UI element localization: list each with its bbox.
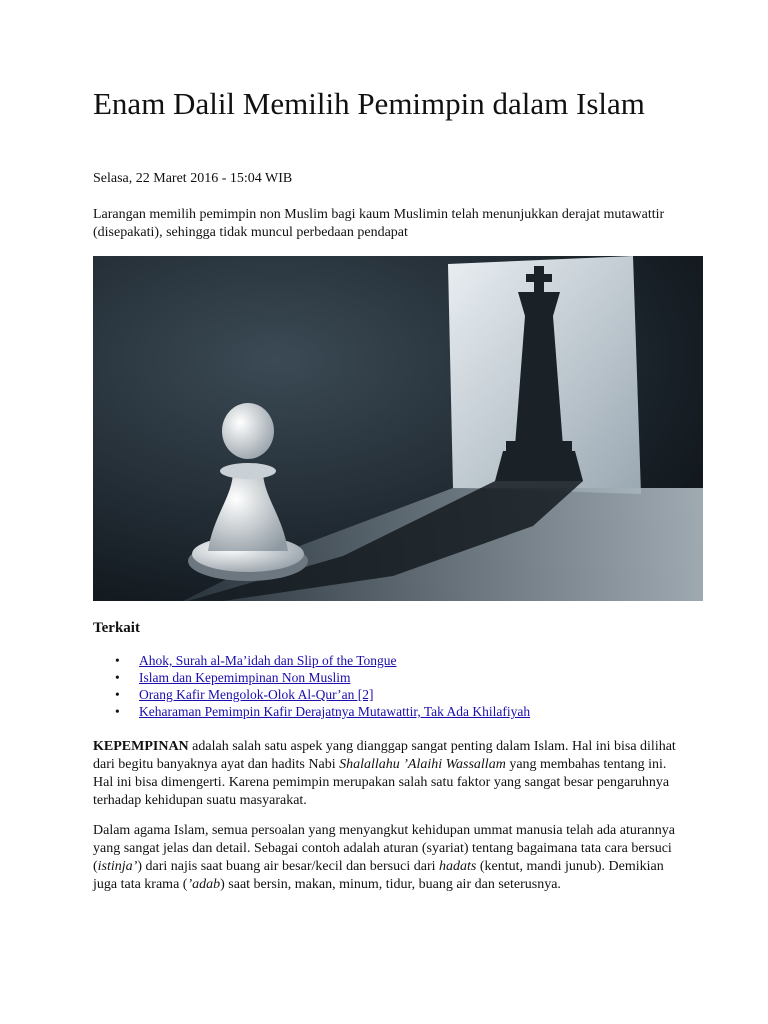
related-link-2[interactable]: Islam dan Kepemimpinan Non Muslim — [139, 670, 351, 685]
p1-text-a: adalah salah satu aspek yang dianggap sangat penting dalam Islam. Hal ini bisa dilihat dari begitu banyaknya ayat dan hadits Nabi — [93, 739, 676, 772]
article-title: Enam Dalil Memilih Pemimpin dalam Islam — [93, 86, 645, 121]
p2-text-a: Dalam agama Islam, semua persoalan yang menyangkut kehidupan ummat manusia telah ada aturannya yang sangat jelas dan detail. Sebagai contoh adalah aturan (syariat) tentang bagaimana tata cara bersuci ( — [93, 823, 675, 874]
body-paragraph-2 — [93, 822, 683, 894]
related-link-1[interactable]: Ahok, Surah al-Ma’idah dan Slip of the Tongue — [139, 653, 397, 668]
p2-italic-hadats: hadats — [439, 859, 477, 874]
kepempinan-bold: KEPEMPINAN — [93, 739, 189, 754]
p2-text-c: (kentut, mandi junub). Demikian juga tata krama ( — [93, 859, 664, 892]
p2-text-d: ) saat bersin, makan, minum, tidur, buang air dan seterusnya. — [220, 877, 561, 892]
bullet-icon: • — [115, 704, 120, 719]
bullet-icon: • — [115, 653, 120, 668]
related-link-3[interactable]: Orang Kafir Mengolok-Olok Al-Qur’an [2] — [139, 687, 374, 702]
related-link-4[interactable]: Keharaman Pemimpin Kafir Derajatnya Mutawattir, Tak Ada Khilafiyah — [139, 704, 531, 719]
bullet-icon: • — [115, 670, 120, 685]
p2-text-b: ) dari najis saat buang air besar/kecil dan bersuci dari — [137, 859, 439, 874]
body-paragraph-1 — [93, 738, 683, 810]
p1-italic: Shalallahu ’Alaihi Wassallam — [339, 757, 506, 772]
related-list — [93, 652, 530, 720]
related-heading: Terkait — [93, 620, 140, 636]
list-item — [93, 652, 530, 669]
p1-text-b: yang membahas tentang ini. Hal ini bisa dimengerti. Karena pemimpin merupakan salah satu faktor yang sangat besar pengaruhnya terhadap kehidupan suatu masyarakat. — [93, 757, 670, 808]
article-date: Selasa, 22 Maret 2016 - 15:04 WIB — [93, 171, 293, 186]
bullet-icon: • — [115, 687, 120, 702]
list-item — [93, 703, 530, 720]
list-item — [93, 669, 530, 686]
p2-italic-adab: ’adab — [187, 877, 221, 892]
list-item — [93, 686, 530, 703]
p2-italic-istinja: istinja’ — [97, 859, 138, 874]
article-lead: Larangan memilih pemimpin non Muslim bagi kaum Muslimin telah menunjukkan derajat mutawattir (disepakati), sehingga tidak muncul perbedaan pendapat — [93, 207, 665, 240]
chess-pawn-king-shadow-image — [93, 256, 703, 601]
